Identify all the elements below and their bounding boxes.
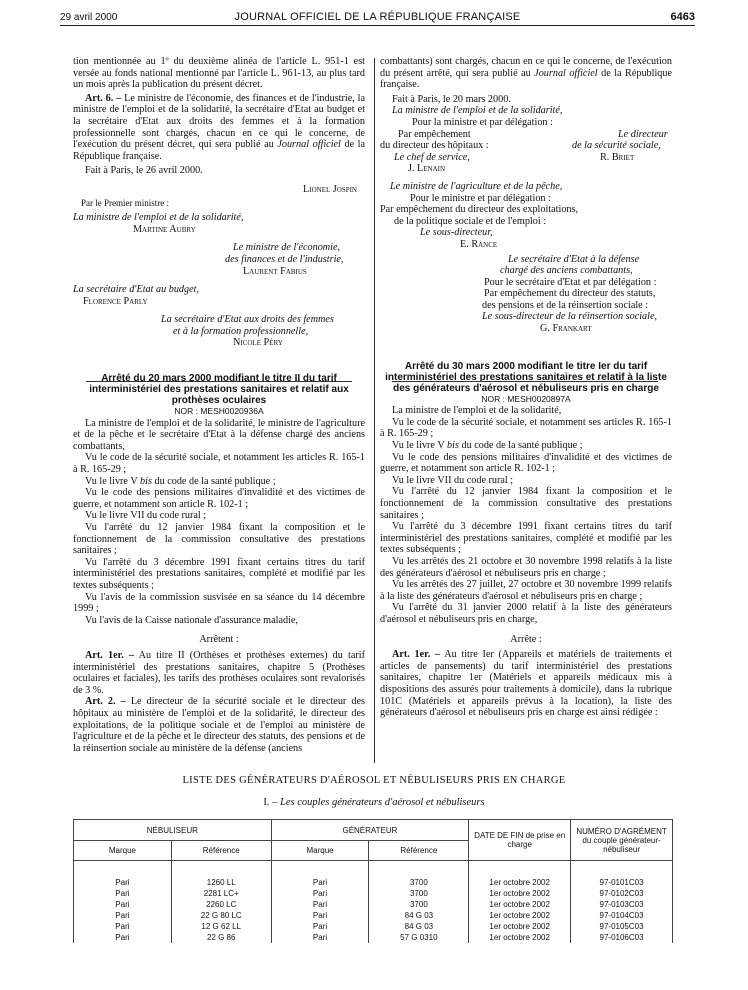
visa: Vu le livre V bis du code de la santé publique ; <box>85 475 276 487</box>
fait-a-paris: Fait à Paris, le 20 mars 2000. <box>392 93 511 105</box>
section-rule <box>86 381 352 382</box>
visa: Vu le livre VII du code rural ; <box>392 474 514 486</box>
section-rule <box>392 381 658 382</box>
table-row: Pari 22 G 86 Pari 57 G 0310 1er octobre 2002 97-0106C03 <box>74 932 673 943</box>
signatory-title: des finances et de l'industrie, <box>225 253 344 265</box>
visa: La ministre de l'emploi et de la solidarité, <box>392 405 562 417</box>
delegation: Pour le secrétaire d'Etat et par délégation : <box>484 276 657 288</box>
header-reference: Référence <box>171 841 271 861</box>
table-row: Pari 1260 LL Pari 3700 1er octobre 2002 97-0101C03 <box>74 877 673 888</box>
header-generateur: GÉNÉRATEUR <box>271 820 469 841</box>
signatory-title: de la sécurité sociale, <box>572 140 661 152</box>
visa: Vu le livre V bis du code de la santé publique ; <box>392 440 583 452</box>
header-rule <box>60 25 695 26</box>
header-nebuliseur: NÉBULISEUR <box>74 820 272 841</box>
signatory-title: La ministre de l'emploi et de la solidarité, <box>73 212 244 224</box>
header-numero-agrement: NUMÉRO D'AGRÉMENT du couple générateur-nébuliseur <box>571 820 673 861</box>
table-spacer <box>74 861 673 878</box>
visa: Vu l'arrêté du 31 janvier 2000 relatif à la liste des générateurs d'aérosol et nébuliseurs pris en charge, <box>380 602 672 625</box>
visa: Vu l'arrêté du 3 décembre 1991 fixant certains titres du tarif interministériel des prestations sanitaires, complété et modifié par les textes subséquents ; <box>73 556 365 591</box>
visa: Vu le code des pensions militaires d'invalidité et des victimes de guerre, et notamment son article R. 102-1 ; <box>380 451 672 475</box>
paragraph: tion mentionnée au 1º du deuxième alinéa de l'article L. 951-1 est versée au fonds national mentionné par l'article L. 961-13, au plus tard un mois après la publication du présent décret. <box>73 56 365 91</box>
delegation: de la politique sociale et de l'emploi : <box>394 215 547 227</box>
nor-reference: NOR : MESH0020936A <box>174 406 264 417</box>
signature-row <box>380 152 672 164</box>
table-row: Pari 2260 LC Pari 3700 1er octobre 2002 97-0103C03 <box>74 899 673 910</box>
signatory-name: Laurent Fabius <box>243 265 307 277</box>
signatory-title: Le sous-directeur, <box>420 227 493 239</box>
signatory-name: R. Briet <box>600 151 635 163</box>
signatory-name: E. Rance <box>460 238 498 250</box>
delegation: des pensions et de la réinsertion sociale : <box>482 299 649 311</box>
table-row: Pari 2281 LC+ Pari 3700 1er octobre 2002 97-0102C03 <box>74 888 673 899</box>
visa: Vu l'arrêté du 12 janvier 1984 fixant la composition et le fonctionnement de la commission consultative des prestations sanitaires ; <box>73 522 365 557</box>
table-row: Pari 12 G 62 LL Pari 84 G 03 1er octobre 2002 97-0105C03 <box>74 921 673 932</box>
signatory-name: G. Frankart <box>540 323 592 335</box>
visa: Vu les arrêtés des 27 juillet, 27 octobre et 30 novembre 1999 relatifs à la liste des générateurs d'aérosol et nébuliseurs pris en charge ; <box>380 579 672 602</box>
header-marque: Marque <box>74 841 172 861</box>
signatory-title: Par empêchement <box>398 128 471 140</box>
signatory-title: du directeur des hôpitaux : <box>380 140 489 152</box>
signatory-title: Le sous-directeur de la réinsertion sociale, <box>482 311 658 323</box>
signatory-title: chargé des anciens combattants, <box>500 265 633 277</box>
arrete-title: Arrêté du 30 mars 2000 modifiant le titre Ier du tarif interministériel des prestations sanitaires et relatif à la liste des générateurs d'aérosol et nébuliseurs pris en charge <box>385 360 667 394</box>
signatory-title: La secrétaire d'Etat au budget, <box>73 284 200 296</box>
signatory-name: Martine Aubry <box>133 223 196 235</box>
right-column <box>380 56 672 719</box>
table-header-row <box>74 820 673 841</box>
column-divider <box>374 58 375 763</box>
article-1: Art. 1er. – Au titre Ier (Appareils et matériels de traitements et articles de pansements) du tarif interministériel des prestations sanitaires, chapitre 1er (Matériels et appareils médicaux mis à dispositions des assurés pour traitements à domicile), dans la rubrique 101C (Matériels et appareils prévus à la location), la liste des générateurs d'aérosol et nébuliseurs pris en charge est ainsi rédigée : <box>380 649 672 719</box>
signature-row <box>380 140 672 152</box>
page-number: 6463 <box>670 11 695 23</box>
visa: Vu l'avis de la Caisse nationale d'assurance maladie, <box>85 614 298 626</box>
generators-table <box>73 819 673 943</box>
arrete-title: Arrêté du 20 mars 2000 modifiant le titre II du tarif interministériel des prestations sanitaires et relatif aux prothèses oculaires <box>89 373 349 407</box>
signatory-name: Florence Parly <box>83 295 148 307</box>
signatory-name: J. Lenain <box>408 163 446 175</box>
signatory-title: Le ministre de l'agriculture et de la pêche, <box>390 180 563 192</box>
signature-row <box>380 163 672 175</box>
header-reference: Référence <box>369 841 469 861</box>
signature-jospin: Lionel Jospin <box>303 183 357 195</box>
signatory-title: Le directeur <box>618 128 668 140</box>
visa: Vu le code de la sécurité sociale, et notamment ses articles R. 165-1 à R. 165-29 ; <box>380 416 672 440</box>
header-date-fin: DATE DE FIN de prise en charge <box>469 820 571 861</box>
nor-reference: NOR : MESH0020897A <box>481 393 571 404</box>
delegation: Pour le ministre et par délégation : <box>410 192 551 204</box>
paragraph: combattants) sont chargés, chacun en ce qui le concerne, de l'exécution du présent arrêté, qui sera publié au Journal officiel de la République française. <box>380 56 673 91</box>
visa: La ministre de l'emploi et de la solidarité, le ministre de l'agriculture et de la pêche et le secrétaire d'Etat à la défense chargé des anciens combattants, <box>73 417 365 452</box>
list-title: LISTE DES GÉNÉRATEURS D'AÉROSOL ET NÉBULISEURS PRIS EN CHARGE <box>182 775 566 786</box>
arrete: Arrête : <box>510 633 542 645</box>
arretent: Arrêtent : <box>199 634 239 646</box>
signatory-name: Nicole Péry <box>233 337 283 349</box>
signatory-title: Le secrétaire d'Etat à la défense <box>508 253 640 265</box>
header-date: 29 avril 2000 <box>60 12 118 23</box>
signatory-title: et à la formation professionnelle, <box>173 325 309 337</box>
visa: Vu les arrêtés des 21 octobre et 30 novembre 1998 relatifs à la liste des générateurs d'aérosol et nébuliseurs pris en charge ; <box>380 555 672 579</box>
par-premier-ministre: Par le Premier ministre : <box>81 197 169 208</box>
visa: Vu l'arrêté du 3 décembre 1991 fixant certains titres du tarif interministériel des prestations sanitaires, complété et modifié par les textes subséquents ; <box>380 521 672 556</box>
visa: Vu l'arrêté du 12 janvier 1984 fixant la composition et le fonctionnement de la commission consultative des prestations sanitaires ; <box>380 486 672 521</box>
delegation: Par empêchement du directeur des exploitations, <box>380 204 579 216</box>
table-row: Pari 22 G 80 LC Pari 84 G 03 1er octobre 2002 97-0104C03 <box>74 910 673 921</box>
visa: Vu le code des pensions militaires d'invalidité et des victimes de guerre, et notamment son article R. 102-1 ; <box>73 487 365 510</box>
signatory-title: Le ministre de l'économie, <box>233 242 341 254</box>
visa: Vu l'avis de la commission susvisée en sa séance du 14 décembre 1999 ; <box>73 591 365 615</box>
fait-a-paris: Fait à Paris, le 26 avril 2000. <box>85 165 203 177</box>
article-1: Art. 1er. – Au titre II (Orthèses et prothèses externes) du tarif interministériel des prestations sanitaires, chapitre 5 (Prothèses oculaires et faciales), les tarifs des prothèses oculaires sont revalorisés de 3 %. <box>73 649 365 696</box>
article-2: Art. 2. – Le directeur de la sécurité sociale et le directeur des hôpitaux au ministère de l'emploi et de la solidarité, le directeur des exploitations, de la politique sociale et de l'emploi au ministère de l'agriculture et de la pêche et le directeur des statuts, des pensions et de la réinsertion sociale au ministère de la défense (anciens <box>73 696 365 754</box>
article-6: Art. 6. – Le ministre de l'économie, des finances et de l'industrie, la ministre de l'emploi et de la solidarité, la secrétaire d'Etat au budget et la secrétaire d'Etat aux droits des femmes et à la formation professionnelle sont chargés, chacun en ce qui le concerne, de l'exécution du présent décret, qui sera publié au Journal officiel de la République française. <box>73 92 366 162</box>
signature-row <box>380 129 672 141</box>
left-column <box>73 56 365 754</box>
delegation: Par empêchement du directeur des statuts, <box>484 288 656 300</box>
header-marque: Marque <box>271 841 369 861</box>
visa: Vu le code de la sécurité sociale, et notamment les articles R. 165-1 à R. 165-29 ; <box>73 452 365 476</box>
signatory-title: La ministre de l'emploi et de la solidarité, <box>392 105 563 117</box>
journal-title: JOURNAL OFFICIEL DE LA RÉPUBLIQUE FRANÇAISE <box>234 11 521 23</box>
signatory-title: La secrétaire d'Etat aux droits des femmes <box>161 314 334 326</box>
signatory-title: Le chef de service, <box>394 151 470 163</box>
delegation: Pour la ministre et par délégation : <box>412 116 553 128</box>
list-subtitle: I. – Les couples générateurs d'aérosol et nébuliseurs <box>263 797 485 808</box>
visa: Vu le livre VII du code rural ; <box>85 510 207 522</box>
